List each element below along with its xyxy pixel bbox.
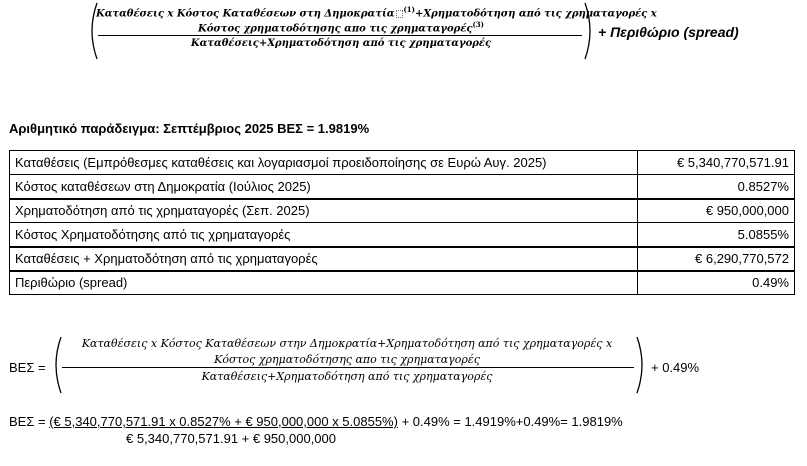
- example-data-table: [9, 150, 795, 295]
- general-formula: [86, 2, 657, 60]
- row-label: Χρηματοδότηση από τις χρηματαγορές (Σεπ. 2025): [10, 199, 638, 223]
- formula-spread-suffix: + Περιθώριο (spread): [598, 24, 739, 40]
- bes-calculation-line: [9, 414, 623, 429]
- row-label: Κόστος καταθέσεων στη Δημοκρατία (Ιούλιος 2025): [10, 175, 638, 199]
- placeholder-box-icon: [396, 10, 403, 18]
- formula-numerator-line1: Καταθέσεις x Κόστος Καταθέσεων στη Δημοκρατία $^{(1)}$+Χρηματοδότηση από τις χρηματαγορές x: [96, 5, 657, 20]
- row-value: € 5,340,770,571.91: [638, 151, 795, 175]
- calc-denominator: € 5,340,770,571.91 + € 950,000,000: [126, 431, 336, 446]
- bes-formula-label: ΒΕΣ =: [9, 360, 46, 375]
- row-label: Καταθέσεις (Εμπρόθεσμες καταθέσεις και λογαριασμοί προειδοποίησης σε Ευρώ Αυγ. 2025): [10, 151, 638, 175]
- bes-formula-spread: + 0.49%: [651, 360, 700, 375]
- bes-denominator: Καταθέσεις+Χρηματοδότηση από τις χρηματαγορές: [201, 370, 493, 383]
- fraction-bar: [98, 35, 582, 36]
- row-value: 0.49%: [638, 271, 795, 295]
- fraction-bar: [62, 367, 634, 368]
- table-row: [10, 247, 795, 271]
- row-label: Καταθέσεις + Χρηματοδότηση από τις χρηματαγορές: [10, 247, 638, 271]
- row-label: Κόστος Χρηματοδότησης από τις χρηματαγορές: [10, 223, 638, 247]
- example-heading: Αριθμητικό παράδειγμα: Σεπτέμβριος 2025 ΒΕΣ = 1.9819%: [9, 121, 370, 136]
- row-value: € 950,000,000: [638, 199, 795, 223]
- table-row: [10, 151, 795, 175]
- formula-denominator: Καταθέσεις+Χρηματοδότηση από τις χρηματαγορές: [190, 38, 492, 49]
- row-label: Περιθώριο (spread): [10, 271, 638, 295]
- right-parenthesis: [636, 335, 648, 393]
- formula-numerator-line2: Κόστος χρηματοδότησης απο τις χρηματαγορές$^{(3)}$: [198, 20, 484, 35]
- bes-numerator-line2: Κόστος χρηματοδότησης απο τις χρηματαγορές: [214, 353, 480, 366]
- row-value: € 6,290,770,572: [638, 247, 795, 271]
- table-row: [10, 199, 795, 223]
- right-parenthesis: [584, 2, 596, 60]
- table-row: [10, 175, 795, 199]
- row-value: 5.0855%: [638, 223, 795, 247]
- calc-result: + 0.49% = 1.4919%+0.49%= 1.9819%: [397, 414, 623, 429]
- table-row: [10, 271, 795, 295]
- bes-numerator-line1: Καταθέσεις x Κόστος Καταθέσεων στην Δημοκρατία+Χρηματοδότηση από τις χρηματαγορές x: [81, 337, 613, 350]
- table-row: [10, 223, 795, 247]
- bes-formula: [50, 335, 650, 395]
- row-value: 0.8527%: [638, 175, 795, 199]
- calc-numerator: (€ 5,340,770,571.91 x 0.8527% + € 950,000,000 x 5.0855%): [49, 414, 398, 429]
- calc-prefix: ΒΕΣ =: [9, 414, 50, 429]
